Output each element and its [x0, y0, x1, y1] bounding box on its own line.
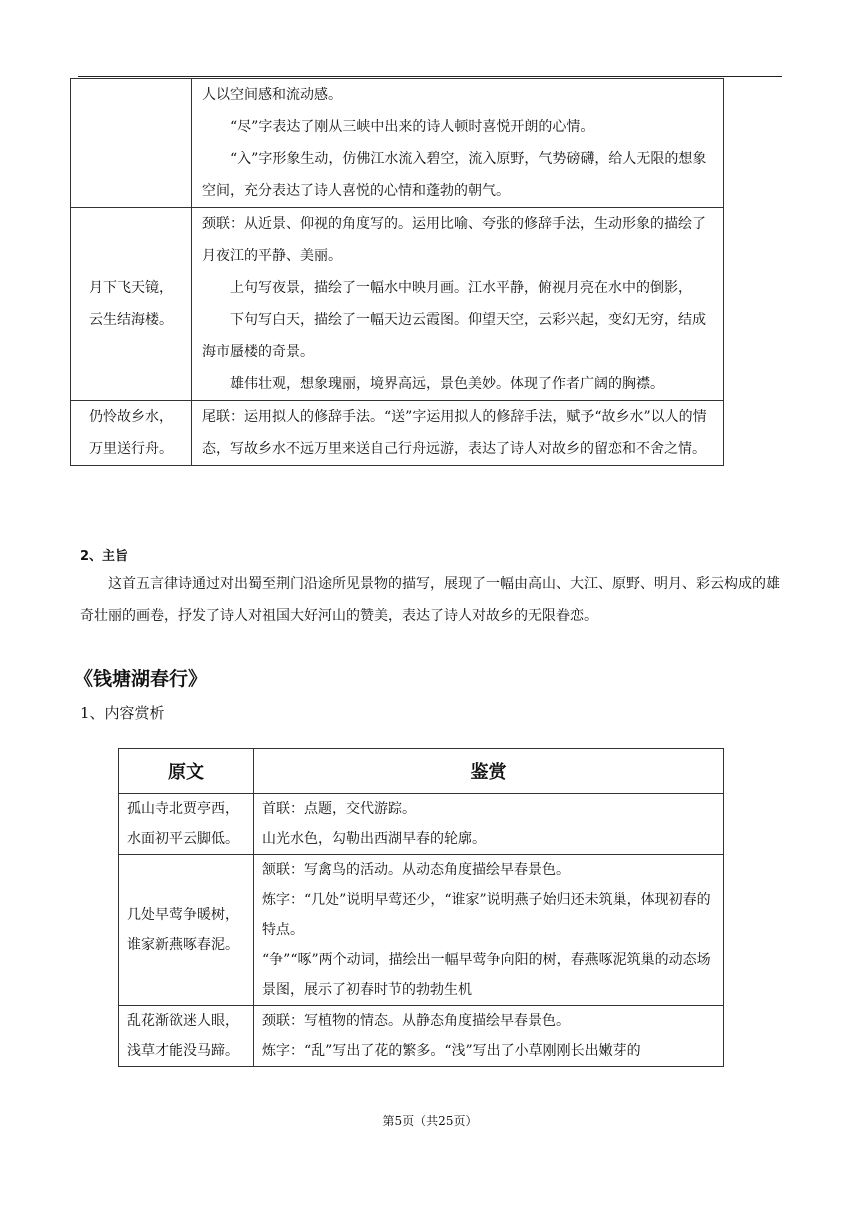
appreciation-line: 雄伟壮观，想象瑰丽，境界高远，景色美妙。体现了作者广阔的胸襟。 [230, 376, 664, 392]
table-row [71, 79, 724, 208]
section-subheading: 1、内容赏析 [80, 704, 165, 722]
appreciation-cell [254, 1006, 724, 1067]
table-header-row [119, 749, 724, 794]
column-header-appreciation: 鉴赏 [254, 749, 724, 794]
appreciation-line: 颈联：写植物的情态。从静态角度描绘早春景色。 [262, 1013, 570, 1029]
poem-line: 万里送行舟。 [89, 441, 173, 457]
header-rule [78, 76, 782, 77]
table-row [71, 208, 724, 401]
poem-cell [119, 855, 254, 1006]
poem-cell [119, 1006, 254, 1067]
poem-title: 《钱塘湖春行》 [74, 668, 208, 690]
poem-line: 水面初平云脚低。 [127, 831, 239, 847]
section-heading: 2、主旨 [80, 549, 129, 564]
table-row [119, 794, 724, 855]
poem-line: 月下飞天镜， [89, 280, 173, 296]
column-header-original: 原文 [119, 749, 254, 794]
table-row [119, 855, 724, 1006]
poem-cell [71, 208, 192, 401]
poem-line: 孤山寺北贾亭西， [127, 801, 239, 817]
poem-line: 乱花渐欲迷人眼， [127, 1013, 239, 1029]
appreciation-line: “入”字形象生动，仿佛江水流入碧空，流入原野，气势磅礴，给人无限的想象空间，充分表达了诗人喜悦的心情和蓬勃的朝气。 [202, 151, 707, 199]
poem-line: 云生结海楼。 [89, 312, 173, 328]
poem-line: 几处早莺争暖树， [127, 907, 239, 923]
appreciation-line: 颔联：写禽鸟的活动。从动态角度描绘早春景色。 [262, 862, 570, 878]
appreciation-line: 尾联：运用拟人的修辞手法。“送”字运用拟人的修辞手法，赋予“故乡水”以人的情态，写故乡水不远万里来送自己行舟远游，表达了诗人对故乡的留恋和不舍之情。 [202, 409, 707, 457]
poem-line: 仍怜故乡水， [89, 409, 173, 425]
appreciation-line: 山光水色，勾勒出西湖早春的轮廓。 [262, 831, 486, 847]
appreciation-line: 炼字：“几处”说明早莺还少，“谁家”说明燕子始归还未筑巢，体现初春的特点。 [262, 892, 711, 938]
table-row [71, 401, 724, 466]
appreciation-line: 人以空间感和流动感。 [202, 87, 342, 103]
theme-paragraph: 这首五言律诗通过对出蜀至荆门沿途所见景物的描写，展现了一幅由高山、大江、原野、明月、彩云构成的雄奇壮丽的画卷，抒发了诗人对祖国大好河山的赞美，表达了诗人对故乡的无限眷恋。 [80, 576, 780, 624]
appreciation-line: 首联：点题，交代游踪。 [262, 801, 416, 817]
poem-cell [119, 794, 254, 855]
poem-cell [71, 401, 192, 466]
appreciation-line: 颈联：从近景、仰视的角度写的。运用比喻、夸张的修辞手法，生动形象的描绘了月夜江的平静、美丽。 [202, 216, 706, 264]
appreciation-line: 炼字：“乱”写出了花的繁多。“浅”写出了小草刚刚长出嫩芽的 [262, 1043, 641, 1059]
appreciation-cell [192, 208, 724, 401]
appreciation-cell [192, 79, 724, 208]
appreciation-cell [254, 794, 724, 855]
appreciation-line: 下句写白天，描绘了一幅天边云霞图。仰望天空，云彩兴起，变幻无穷，结成海市蜃楼的奇景。 [202, 312, 706, 360]
analysis-table [118, 748, 724, 1067]
poem-line: 谁家新燕啄春泥。 [127, 937, 239, 953]
poem-line: 浅草才能没马蹄。 [127, 1043, 239, 1059]
analysis-table-continued [70, 78, 724, 466]
appreciation-line: “尽”字表达了刚从三峡中出来的诗人顿时喜悦开朗的心情。 [230, 119, 595, 135]
appreciation-cell [192, 401, 724, 466]
page-number: 第5页（共25页） [382, 1114, 478, 1128]
appreciation-line: “争”“啄”两个动词，描绘出一幅早莺争向阳的树，春燕啄泥筑巢的动态场景图，展示了初春时节的勃勃生机 [262, 952, 711, 998]
table-row [119, 1006, 724, 1067]
appreciation-line: 上句写夜景，描绘了一幅水中映月画。江水平静，俯视月亮在水中的倒影， [230, 280, 692, 296]
poem-cell [71, 79, 192, 208]
appreciation-cell [254, 855, 724, 1006]
